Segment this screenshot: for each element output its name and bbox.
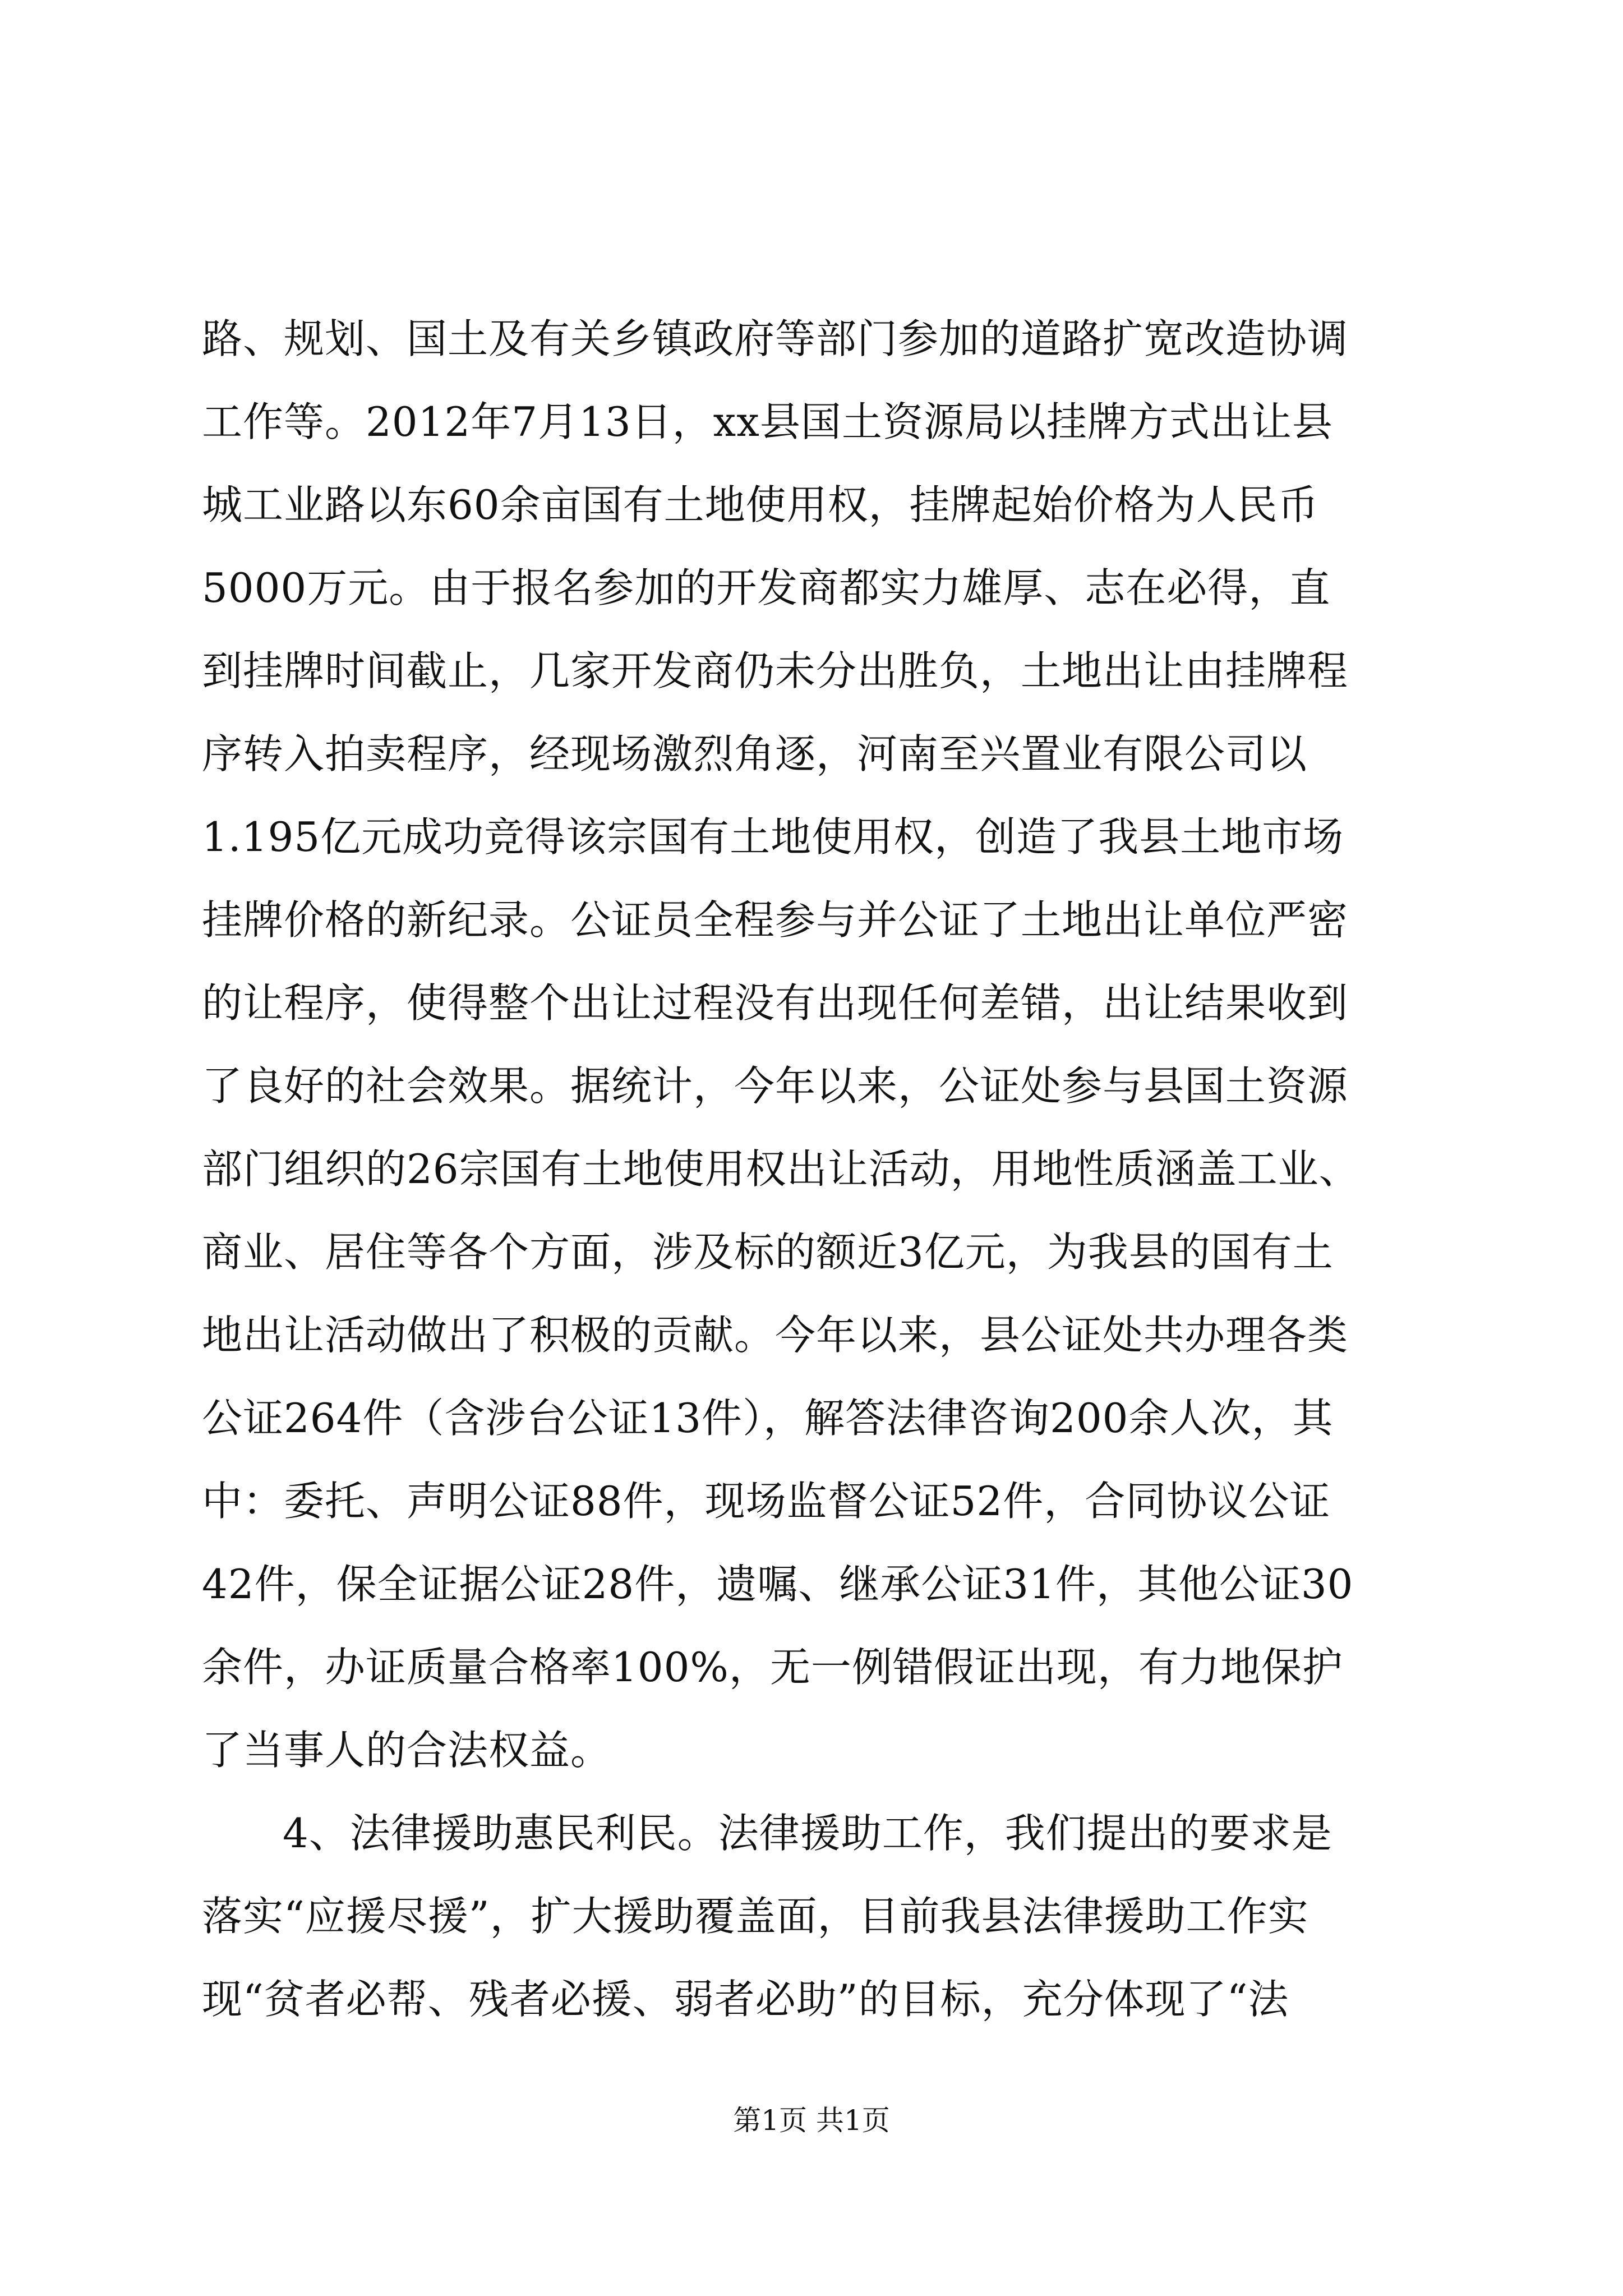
text-line: 城工业路以东60余亩国有土地使用权，挂牌起始价格为人民币	[202, 481, 1319, 528]
text-line: 序转入拍卖程序，经现场激烈角逐，河南至兴置业有限公司以	[202, 730, 1308, 777]
text-line: 公证264件（含涉台公证13件），解答法律咨询200余人次，其	[202, 1395, 1334, 1442]
text-line: 了当事人的合法权益。	[202, 1727, 612, 1774]
text-line: 路、规划、国土及有关乡镇政府等部门参加的道路扩宽改造协调	[202, 315, 1349, 362]
paragraph-start-line: 4、法律援助惠民利民。法律援助工作，我们提出的要求是	[283, 1810, 1332, 1857]
text-line: 42件，保全证据公证28件，遗嘱、继承公证31件，其他公证30	[202, 1561, 1354, 1608]
text-line: 到挂牌时间截止，几家开发商仍未分出胜负，土地出让由挂牌程	[202, 647, 1349, 694]
text-line: 现“贫者必帮、残者必援、弱者必助”的目标，充分体现了“法	[202, 1976, 1289, 2023]
text-line: 5000万元。由于报名参加的开发商都实力雄厚、志在必得，直	[202, 564, 1331, 611]
text-line: 地出让活动做出了积极的贡献。今年以来，县公证处共办理各类	[202, 1312, 1349, 1359]
text-line: 挂牌价格的新纪录。公证员全程参与并公证了土地出让单位严密	[202, 896, 1349, 944]
text-line: 的让程序，使得整个出让过程没有出现任何差错，出让结果收到	[202, 979, 1349, 1027]
text-line: 余件，办证质量合格率100%，无一例错假证出现，有力地保护	[202, 1644, 1343, 1691]
text-line: 工作等。2012年7月13日，xx县国土资源局以挂牌方式出让县	[202, 398, 1333, 445]
text-line: 落实“应援尽援”，扩大援助覆盖面，目前我县法律援助工作实	[202, 1893, 1309, 1940]
text-line: 1.195亿元成功竞得该宗国有土地使用权，创造了我县土地市场	[202, 813, 1344, 861]
body-text	[202, 297, 1424, 2041]
text-line: 了良好的社会效果。据统计，今年以来，公证处参与县国土资源	[202, 1062, 1349, 1110]
page-footer: 第1页 共1页	[733, 2104, 890, 2137]
text-line: 商业、居住等各个方面，涉及标的额近3亿元，为我县的国有土	[202, 1228, 1334, 1276]
text-line: 中：委托、声明公证88件，现场监督公证52件，合同协议公证	[202, 1478, 1331, 1525]
text-line: 部门组织的26宗国有土地使用权出让活动，用地性质涵盖工业、	[202, 1145, 1360, 1193]
